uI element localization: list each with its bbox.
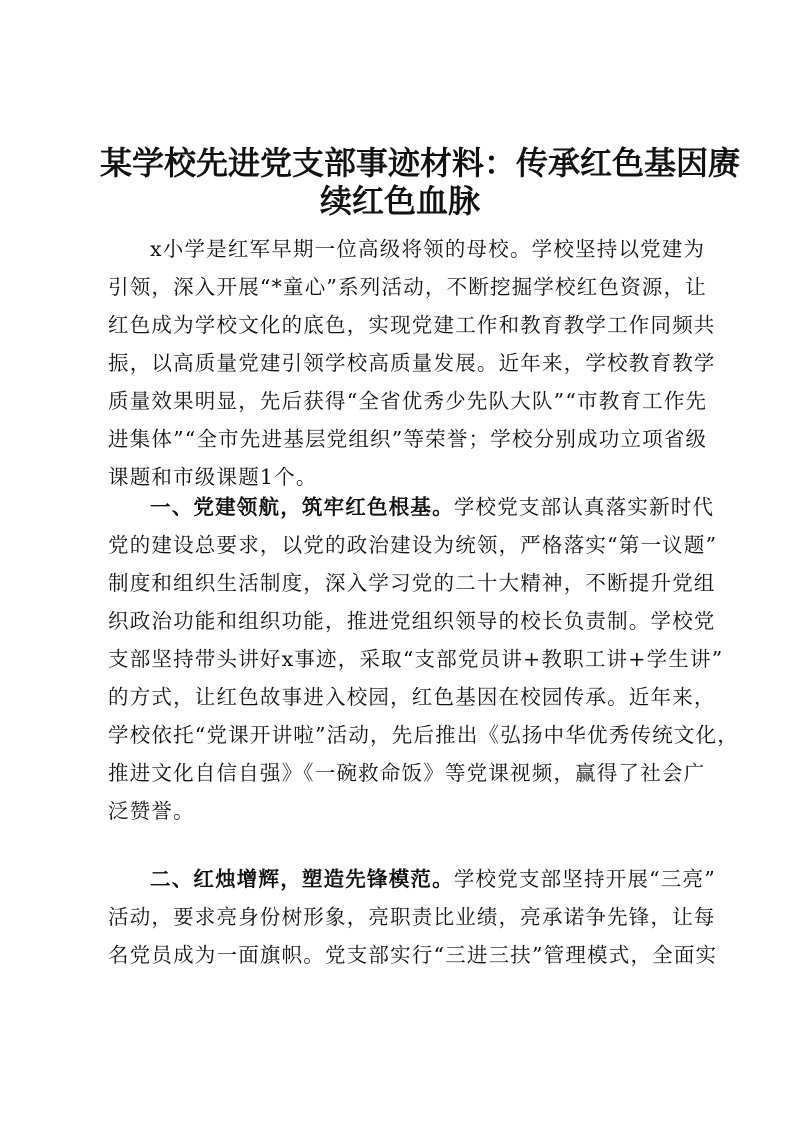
paragraph-line: 活动，要求亮身份树形象，亮职责比业绩，亮承诺争先锋，让每 [108, 905, 716, 929]
paragraph-line-text: 学校党支部坚持开展“三亮” [453, 867, 716, 891]
paragraph-line-text: 学校党支部认真落实新时代 [453, 495, 715, 519]
section-two-paragraph [108, 860, 718, 974]
section-one-paragraph [108, 488, 739, 830]
paragraph-line: 质量效果明显，先后获得“全省优秀少先队大队”“市教育工作先 [108, 389, 708, 413]
paragraph-line: x小学是红军早期一位高级将领的母校。学校坚持以党建为 [150, 237, 706, 261]
section-heading: 一、党建领航，筑牢红色根基。 [150, 495, 454, 519]
paragraph-line: 制度和组织生活制度，深入学习党的二十大精神，不断提升党组 [108, 571, 716, 595]
paragraph-line: 振，以高质量党建引领学校高质量发展。近年来，学校教育教学 [108, 351, 716, 375]
paragraph-line: 推进文化自信自强》《一碗救命饭》等党课视频，赢得了社会广 [108, 761, 706, 785]
paragraph-first-line [108, 860, 716, 898]
section-heading: 二、红烛增辉，塑造先锋模范。 [150, 867, 454, 891]
paragraph-line: 进集体”“全市先进基层党组织”等荣誉；学校分别成功立项省级 [108, 427, 708, 451]
paragraph-line: 红色成为学校文化的底色，实现党建工作和教育教学工作同频共 [108, 313, 716, 337]
paragraph-line: 引领，深入开展“*童心”系列活动，不断挖掘学校红色资源，让 [108, 275, 708, 299]
paragraph-line: 支部坚持带头讲好x事迹，采取“支部党员讲+教职工讲+学生讲” [108, 647, 724, 671]
document-title [100, 144, 741, 220]
title-line: 续红色血脉 [319, 182, 480, 220]
intro-paragraph [108, 230, 716, 496]
paragraph-line: 的方式，让红色故事进入校园，红色基因在校园传承。近年来， [108, 685, 716, 709]
paragraph-line: 织政治功能和组织功能，推进党组织领导的校长负责制。学校党 [108, 609, 716, 633]
paragraph-line: 学校依托“党课开讲啦”活动，先后推出《弘扬中华优秀传统文化， [108, 723, 739, 747]
paragraph-line: 泛赞誉。 [108, 799, 195, 823]
paragraph-first-line [108, 488, 715, 526]
paragraph-line: 名党员成为一面旗帜。党支部实行“三进三扶”管理模式，全面实 [108, 943, 718, 967]
paragraph-line: 课题和市级课题1个。 [108, 465, 318, 489]
title-line: 某学校先进党支部事迹材料：传承红色基因赓 [100, 144, 741, 182]
paragraph-line: 党的建设总要求，以党的政治建设为统领，严格落实“第一议题” [108, 533, 718, 557]
